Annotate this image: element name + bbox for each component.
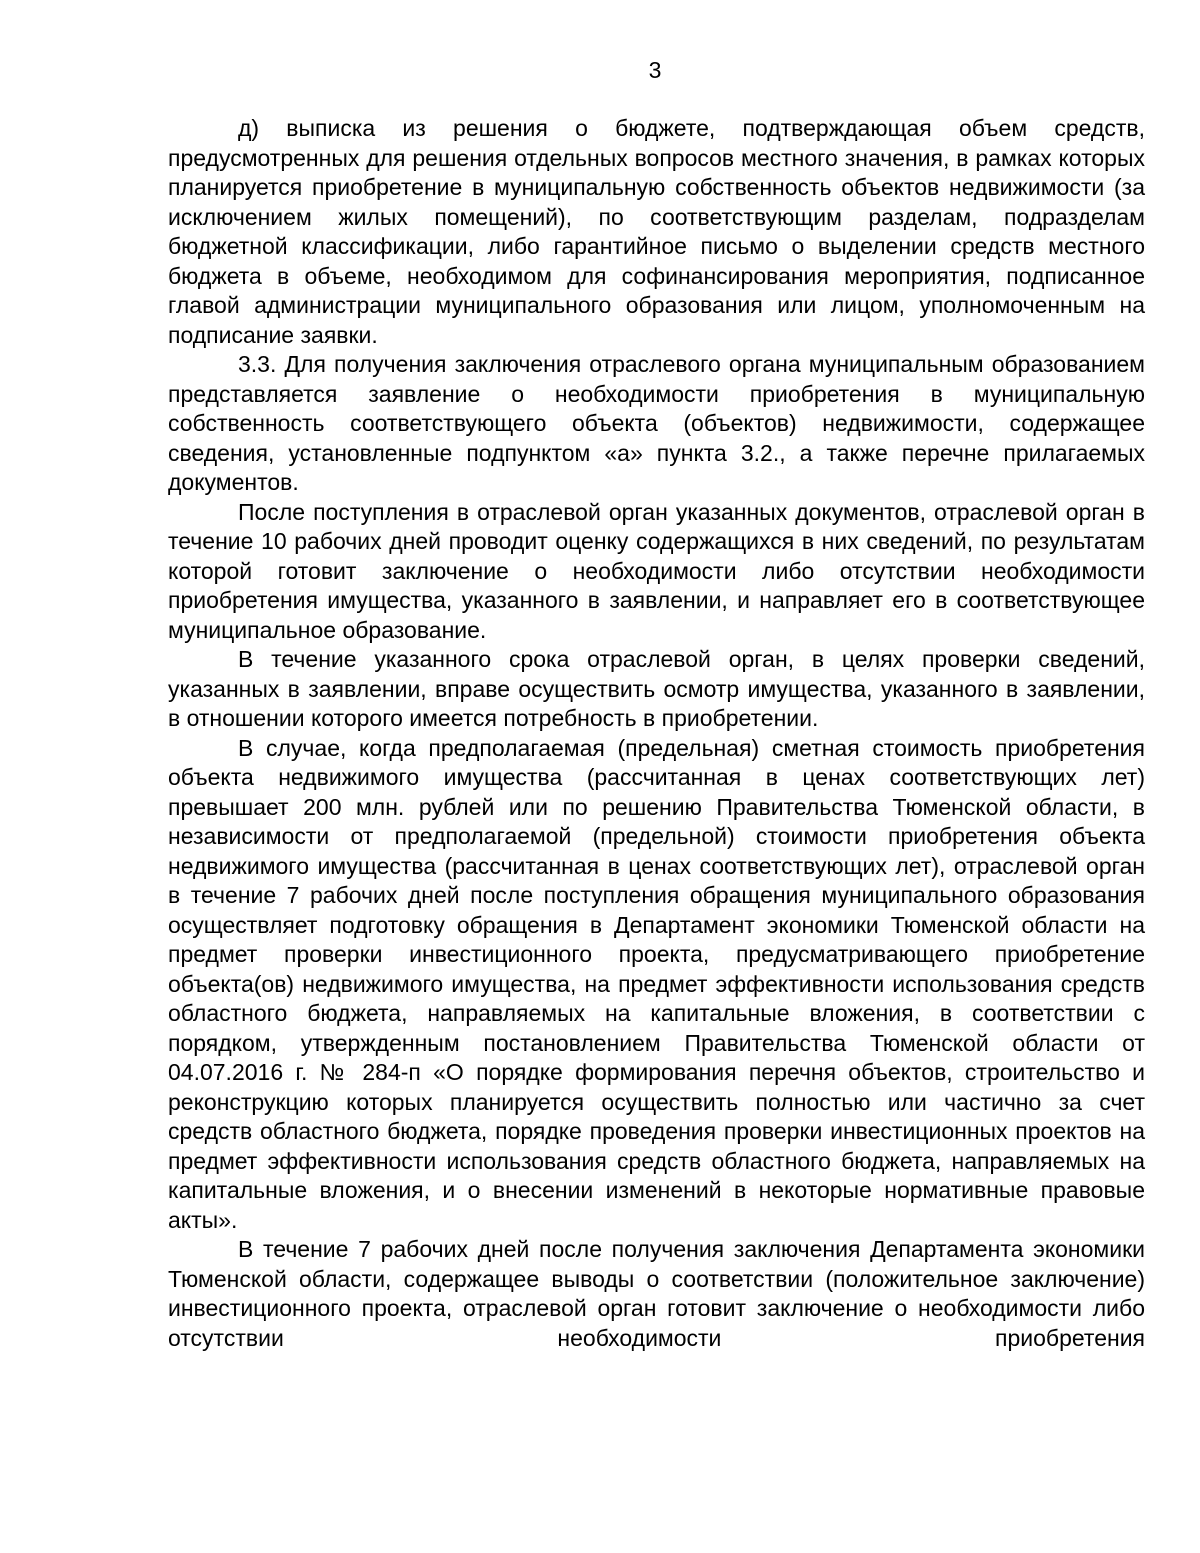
- paragraph-d-extract: д) выписка из решения о бюджете, подтверждающая объем средств, предусмотренных для решения отдельных вопросов местного значения, в рамках которых планируется приобретение в муниципальную собственность объектов недвижимости (за исключением жилых помещений), по соответствующим разделам, подразделам бюджетной классификации, либо гарантийное письмо о выделении средств местного бюджета в объеме, необходимом для софинансирования мероприятия, подписанное главой администрации муниципального образования или лицом, уполномоченным на подписание заявки.: [168, 115, 1145, 348]
- paragraph-conclusion: В течение 7 рабочих дней после получения заключения Департамента экономики Тюменской области, содержащее выводы о соответствии (положительное заключение) инвестиционного проекта, отраслевой орган готовит заключение о необходимости либо отсутствии необходимости приобретения: [168, 1236, 1145, 1351]
- document-body: [168, 114, 1145, 1353]
- paragraph-after-receipt: После поступления в отраслевой орган указанных документов, отраслевой орган в течение 10 рабочих дней проводит оценку содержащихся в них сведений, по результатам которой готовит заключение о необходимости либо отсутствии необходимости приобретения имущества, указанного в заявлении, и направляет его в соответствующее муниципальное образование.: [168, 498, 1145, 643]
- paragraph-3-3: 3.3. Для получения заключения отраслевого органа муниципальным образованием представляется заявление о необходимости приобретения в муниципальную собственность соответствующего объекта (объектов) недвижимости, содержащее сведения, установленные подпунктом «а» пункта 3.2., а также перечне прилагаемых документов.: [168, 351, 1145, 495]
- page-number: 3: [648, 57, 662, 83]
- paragraph-inspection: В течение указанного срока отраслевой орган, в целях проверки сведений, указанных в заявлении, вправе осуществить осмотр имущества, указанного в заявлении, в отношении которого имеется потребность в приобретении.: [168, 646, 1145, 731]
- paragraph-cost-threshold: В случае, когда предполагаемая (предельная) сметная стоимость приобретения объекта недвижимого имущества (рассчитанная в ценах соответствующих лет) превышает 200 млн. рублей или по решению Правительства Тюменской области, в независимости от предполагаемой (предельной) стоимости приобретения объекта недвижимого имущества (рассчитанная в ценах соответствующих лет), отраслевой орган в течение 7 рабочих дней после поступления обращения муниципального образования осуществляет подготовку обращения в Департамент экономики Тюменской области на предмет проверки инвестиционного проекта, предусматривающего приобретение объекта(ов) недвижимого имущества, на предмет эффективности использования средств областного бюджета, направляемых на капитальные вложения, в соответствии с порядком, утвержденным постановлением Правительства Тюменской области от 04.07.2016 г. № 284-п «О порядке формирования перечня объектов, строительство и реконструкцию которых планируется осуществить полностью или частично за счет средств областного бюджета, порядке проведения проверки инвестиционных проектов на предмет эффективности использования средств областного бюджета, направляемых на капитальные вложения, и о внесении изменений в некоторые нормативные правовые акты».: [168, 734, 1145, 1233]
